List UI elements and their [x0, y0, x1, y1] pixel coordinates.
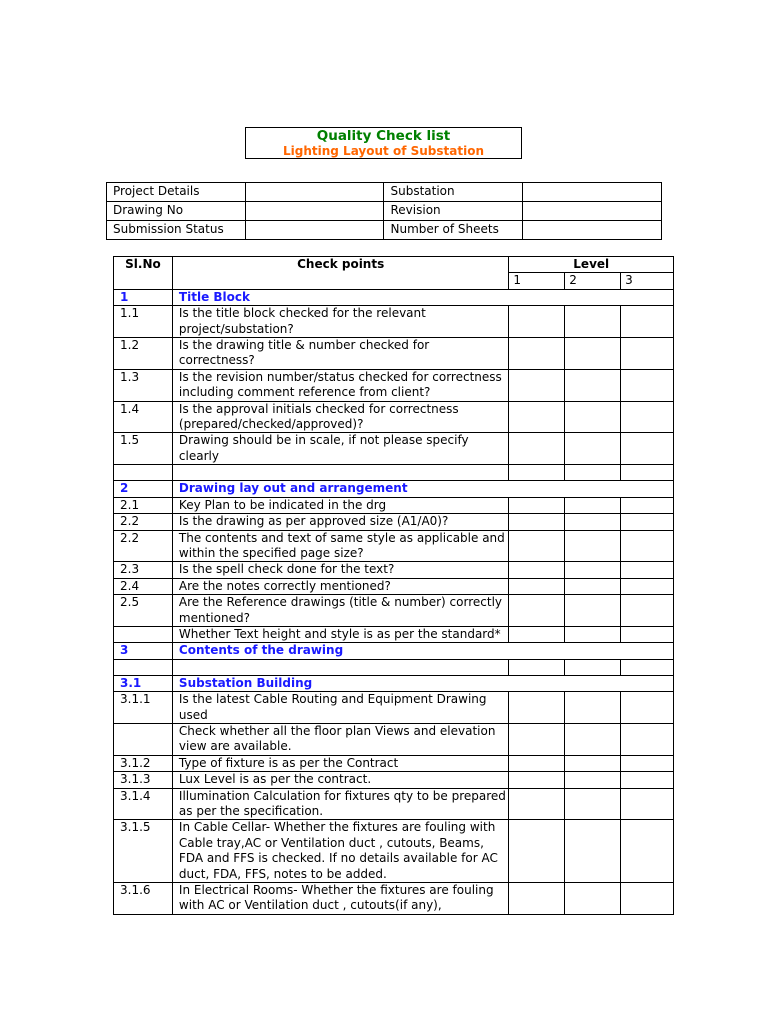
level-3-cell[interactable] — [621, 401, 674, 433]
level-2-cell[interactable] — [565, 530, 621, 562]
checklist-row — [114, 755, 674, 771]
check-point-text: Drawing should be in scale, if not please specify clearly — [172, 433, 509, 465]
row-number: 2.1 — [114, 497, 173, 513]
row-number: 1.3 — [114, 369, 173, 401]
level-2-cell[interactable] — [565, 626, 621, 642]
level-2-cell[interactable] — [565, 755, 621, 771]
info-row — [107, 202, 662, 221]
check-point-text: Is the latest Cable Routing and Equipment Drawing used — [172, 692, 509, 724]
level-2-cell[interactable] — [565, 306, 621, 338]
level-3-cell[interactable] — [621, 659, 674, 675]
check-point-text: Whether Text height and style is as per the standard* — [172, 626, 509, 642]
level-3-cell[interactable] — [621, 465, 674, 481]
info-value-field[interactable] — [245, 202, 384, 221]
check-point-text: Is the spell check done for the text? — [172, 562, 509, 578]
row-number: 3.1.3 — [114, 772, 173, 788]
info-label: Number of Sheets — [384, 221, 523, 240]
check-point-text — [172, 465, 509, 481]
checklist-row — [114, 595, 674, 627]
level-1-cell[interactable] — [509, 883, 565, 915]
level-2-cell[interactable] — [565, 465, 621, 481]
row-number: 2.5 — [114, 595, 173, 627]
checklist-row — [114, 820, 674, 883]
row-number: 1.1 — [114, 306, 173, 338]
section-row — [114, 289, 674, 305]
level-1-header: 1 — [509, 273, 565, 289]
section-title: Contents of the drawing — [172, 643, 673, 659]
level-3-cell[interactable] — [621, 723, 674, 755]
info-value-field[interactable] — [523, 183, 662, 202]
level-2-cell[interactable] — [565, 820, 621, 883]
checkpoints-header: Check points — [172, 257, 509, 290]
info-label: Revision — [384, 202, 523, 221]
checklist-row — [114, 659, 674, 675]
info-label: Project Details — [107, 183, 246, 202]
info-value-field[interactable] — [523, 202, 662, 221]
check-point-text: Check whether all the floor plan Views and elevation view are available. — [172, 723, 509, 755]
level-header: Level — [509, 257, 674, 273]
level-3-cell[interactable] — [621, 772, 674, 788]
row-number — [114, 723, 173, 755]
level-2-cell[interactable] — [565, 433, 621, 465]
level-2-cell[interactable] — [565, 401, 621, 433]
info-label: Submission Status — [107, 221, 246, 240]
row-number: 3.1.6 — [114, 883, 173, 915]
checklist-row — [114, 626, 674, 642]
level-2-cell[interactable] — [565, 659, 621, 675]
header-row — [114, 257, 674, 273]
check-point-text: Is the revision number/status checked for correctness including comment reference from client? — [172, 369, 509, 401]
level-1-cell[interactable] — [509, 338, 565, 370]
checklist-row — [114, 514, 674, 530]
level-1-cell[interactable] — [509, 755, 565, 771]
info-value-field[interactable] — [245, 221, 384, 240]
level-3-cell[interactable] — [621, 514, 674, 530]
checklist-row — [114, 465, 674, 481]
row-number: 2.3 — [114, 562, 173, 578]
row-number — [114, 626, 173, 642]
level-2-cell[interactable] — [565, 883, 621, 915]
level-1-cell[interactable] — [509, 433, 565, 465]
level-3-cell[interactable] — [621, 788, 674, 820]
row-number: 1.2 — [114, 338, 173, 370]
level-1-cell[interactable] — [509, 788, 565, 820]
level-3-cell[interactable] — [621, 883, 674, 915]
level-3-cell[interactable] — [621, 562, 674, 578]
level-2-cell[interactable] — [565, 788, 621, 820]
level-1-cell[interactable] — [509, 530, 565, 562]
document-subtitle: Lighting Layout of Substation — [283, 144, 484, 158]
check-point-text: Are the Reference drawings (title & number) correctly mentioned? — [172, 595, 509, 627]
check-point-text: Is the drawing as per approved size (A1/A0)? — [172, 514, 509, 530]
level-1-cell[interactable] — [509, 578, 565, 594]
row-number: 1.4 — [114, 401, 173, 433]
row-number: 2 — [114, 481, 173, 497]
level-1-cell[interactable] — [509, 772, 565, 788]
level-2-cell[interactable] — [565, 772, 621, 788]
level-1-cell[interactable] — [509, 465, 565, 481]
checklist-row — [114, 369, 674, 401]
info-row — [107, 183, 662, 202]
level-3-cell[interactable] — [621, 755, 674, 771]
level-3-header: 3 — [621, 273, 674, 289]
check-point-text: Key Plan to be indicated in the drg — [172, 497, 509, 513]
section-title: Title Block — [172, 289, 673, 305]
section-row — [114, 643, 674, 659]
level-2-cell[interactable] — [565, 723, 621, 755]
row-number — [114, 465, 173, 481]
level-2-cell[interactable] — [565, 578, 621, 594]
row-number: 2.2 — [114, 530, 173, 562]
checklist-row — [114, 883, 674, 915]
checklist-row — [114, 692, 674, 724]
level-1-cell[interactable] — [509, 306, 565, 338]
level-2-cell[interactable] — [565, 514, 621, 530]
level-1-cell[interactable] — [509, 626, 565, 642]
checklist-row — [114, 306, 674, 338]
info-label: Substation — [384, 183, 523, 202]
checklist-row — [114, 497, 674, 513]
level-3-cell[interactable] — [621, 530, 674, 562]
row-number: 2.2 — [114, 514, 173, 530]
level-3-cell[interactable] — [621, 433, 674, 465]
section-row — [114, 675, 674, 691]
check-point-text: Is the approval initials checked for correctness (prepared/checked/approved)? — [172, 401, 509, 433]
level-1-cell[interactable] — [509, 497, 565, 513]
section-row — [114, 481, 674, 497]
check-point-text — [172, 659, 509, 675]
level-2-cell[interactable] — [565, 338, 621, 370]
checklist-row — [114, 772, 674, 788]
document-title: Quality Check list — [316, 128, 451, 144]
slno-header: Sl.No — [114, 257, 173, 290]
level-1-cell[interactable] — [509, 692, 565, 724]
checklist-row — [114, 788, 674, 820]
level-2-cell[interactable] — [565, 369, 621, 401]
row-number: 3.1.4 — [114, 788, 173, 820]
check-point-text: In Electrical Rooms- Whether the fixtures are fouling with AC or Ventilation duct , cutouts(if any), — [172, 883, 509, 915]
level-1-cell[interactable] — [509, 401, 565, 433]
level-1-cell[interactable] — [509, 820, 565, 883]
level-3-cell[interactable] — [621, 595, 674, 627]
row-number: 1.5 — [114, 433, 173, 465]
level-1-cell[interactable] — [509, 562, 565, 578]
level-3-cell[interactable] — [621, 578, 674, 594]
row-number: 3.1.5 — [114, 820, 173, 883]
check-point-text: Type of fixture is as per the Contract — [172, 755, 509, 771]
level-1-cell[interactable] — [509, 369, 565, 401]
row-number: 1 — [114, 289, 173, 305]
level-1-cell[interactable] — [509, 595, 565, 627]
checklist-row — [114, 338, 674, 370]
section-title: Drawing lay out and arrangement — [172, 481, 673, 497]
checklist-row — [114, 530, 674, 562]
checklist-row — [114, 578, 674, 594]
checklist-row — [114, 723, 674, 755]
level-1-cell[interactable] — [509, 659, 565, 675]
level-2-cell[interactable] — [565, 562, 621, 578]
info-row — [107, 221, 662, 240]
title-box — [245, 127, 522, 159]
row-number: 3 — [114, 643, 173, 659]
info-value-field[interactable] — [523, 221, 662, 240]
level-1-cell[interactable] — [509, 514, 565, 530]
check-point-text: The contents and text of same style as applicable and within the specified page size? — [172, 530, 509, 562]
level-3-cell[interactable] — [621, 692, 674, 724]
level-2-header: 2 — [565, 273, 621, 289]
check-point-text: Are the notes correctly mentioned? — [172, 578, 509, 594]
level-3-cell[interactable] — [621, 306, 674, 338]
row-number: 3.1.2 — [114, 755, 173, 771]
section-title: Substation Building — [172, 675, 673, 691]
checklist-row — [114, 401, 674, 433]
check-point-text: In Cable Cellar- Whether the fixtures are fouling with Cable tray,AC or Ventilation duct , cutouts, Beams, FDA and FFS is checked. If no details available for AC duct, FDA, FFS, notes to be added. — [172, 820, 509, 883]
check-point-text: Illumination Calculation for fixtures qty to be prepared as per the specification. — [172, 788, 509, 820]
level-3-cell[interactable] — [621, 369, 674, 401]
row-number: 2.4 — [114, 578, 173, 594]
check-point-text: Is the title block checked for the relevant project/substation? — [172, 306, 509, 338]
level-3-cell[interactable] — [621, 626, 674, 642]
check-point-text: Lux Level is as per the contract. — [172, 772, 509, 788]
checklist-row — [114, 562, 674, 578]
check-point-text: Is the drawing title & number checked for correctness? — [172, 338, 509, 370]
row-number: 3.1 — [114, 675, 173, 691]
info-value-field[interactable] — [245, 183, 384, 202]
level-2-cell[interactable] — [565, 497, 621, 513]
row-number: 3.1.1 — [114, 692, 173, 724]
checklist-row — [114, 433, 674, 465]
level-1-cell[interactable] — [509, 723, 565, 755]
project-info-table — [106, 182, 662, 240]
level-2-cell[interactable] — [565, 692, 621, 724]
row-number — [114, 659, 173, 675]
checklist-table — [113, 256, 674, 915]
level-3-cell[interactable] — [621, 820, 674, 883]
level-3-cell[interactable] — [621, 497, 674, 513]
level-2-cell[interactable] — [565, 595, 621, 627]
info-label: Drawing No — [107, 202, 246, 221]
level-3-cell[interactable] — [621, 338, 674, 370]
